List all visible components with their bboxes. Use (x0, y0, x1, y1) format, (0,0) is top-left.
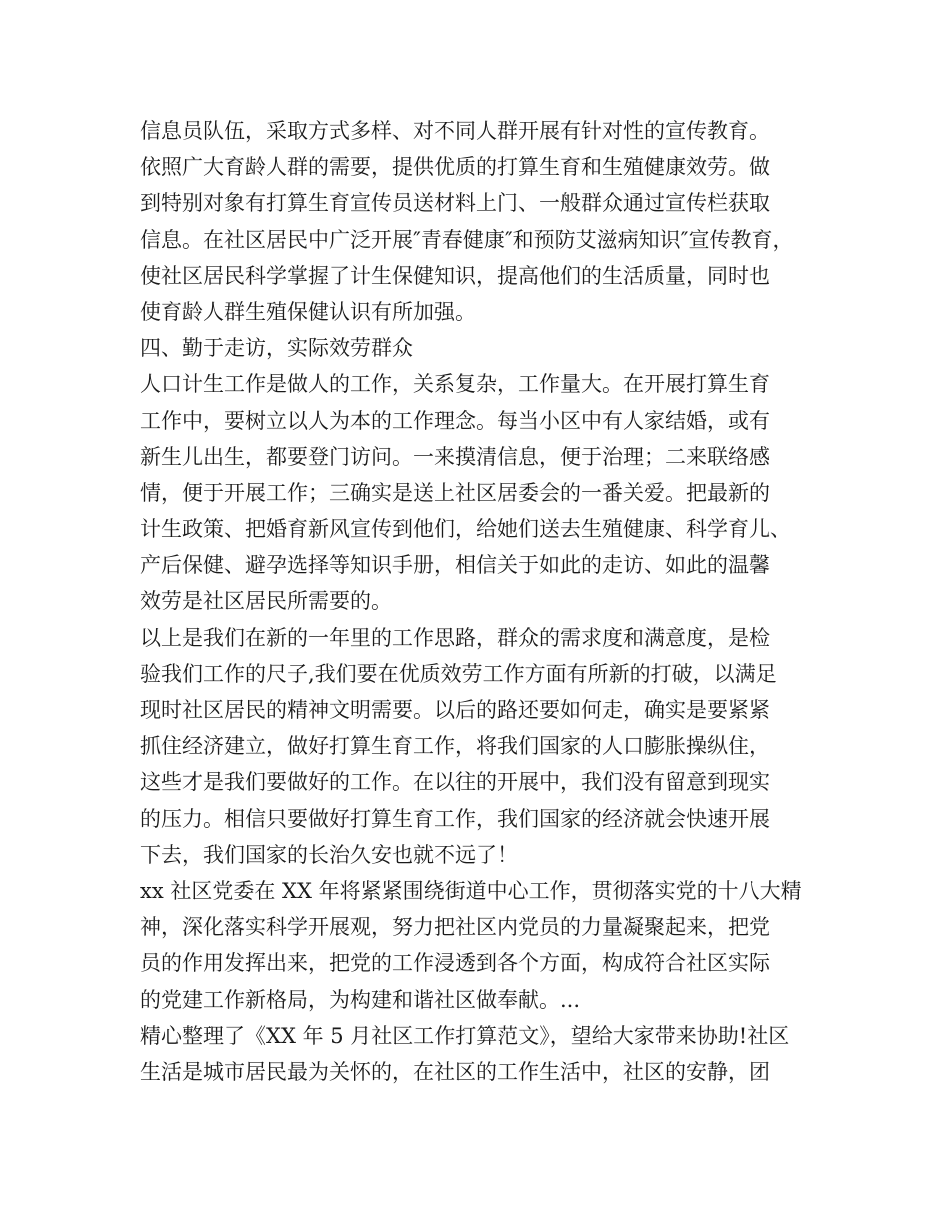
text-line: 到特别对象有打算生育宣传员送材料上门、一般群众通过宣传栏获取 (140, 191, 770, 216)
text-line: 以上是我们在新的一年里的工作思路，群众的需求度和满意度，是检 (140, 625, 770, 650)
text-line: 依照广大育龄人群的需要，提供优质的打算生育和生殖健康效劳。做 (140, 155, 770, 180)
text-line: 这些才是我们要做好的工作。在以往的开展中，我们没有留意到现实 (140, 770, 770, 795)
text-line: 信息员队伍，采取方式多样、对不同人群开展有针对性的宣传教育。 (140, 119, 770, 143)
text-line: 验我们工作的尺子,我们要在优质效劳工作方面有所新的打破，以满足 (140, 661, 777, 686)
section-heading: 四、勤于走访，实际效劳群众 (140, 336, 413, 361)
text-line: 新生儿出生，都要登门访问。一来摸清信息，便于治理；二来联络感 (140, 444, 770, 469)
text-line: 使育龄人群生殖保健认识有所加强。 (140, 299, 476, 324)
text-line: xx 社区党委在 XX 年将紧紧围绕街道中心工作，贯彻落实党的十八大精 (140, 878, 802, 903)
text-line: 神，深化落实科学开展观，努力把社区内党员的力量凝聚起来，把党 (140, 915, 770, 940)
text-line: 效劳是社区居民所需要的。 (140, 589, 392, 614)
text-line: 人口计生工作是做人的工作，关系复杂，工作量大。在开展打算生育 (140, 372, 770, 397)
text-line: 抓住经济建立，做好打算生育工作，将我们国家的人口膨胀操纵住， (140, 734, 770, 759)
text-line: 下去，我们国家的长治久安也就不远了！ (140, 842, 518, 867)
text-line: 的压力。相信只要做好打算生育工作，我们国家的经济就会快速开展 (140, 806, 770, 831)
document-text-body (140, 113, 830, 1090)
text-line: 现时社区居民的精神文明需要。以后的路还要如何走，确实是要紧紧 (140, 698, 770, 722)
text-line: 员的作用发挥出来，把党的工作浸透到各个方面，构成符合社区实际 (140, 951, 770, 976)
text-line: 的党建工作新格局，为构建和谐社区做奉献。... (140, 987, 581, 1012)
text-line: 精心整理了《XX 年 5 月社区工作打算范文》，望给大家带来协助!社区 (140, 1023, 790, 1048)
text-line: 生活是城市居民最为关怀的，在社区的工作生活中，社区的安静，团 (140, 1059, 770, 1084)
text-line: 情，便于开展工作；三确实是送上社区居委会的一番关爱。把最新的 (140, 480, 770, 505)
text-line: 信息。在社区居民中广泛开展″青春健康″和预防艾滋病知识″宣传教育， (140, 227, 794, 252)
text-line: 计生政策、把婚育新风宣传到他们，给她们送去生殖健康、科学育儿、 (140, 517, 791, 542)
text-line: 产后保健、避孕选择等知识手册，相信关于如此的走访、如此的温馨 (140, 553, 770, 578)
text-line: 工作中，要树立以人为本的工作理念。每当小区中有人家结婚，或有 (140, 408, 770, 433)
text-line: 使社区居民科学掌握了计生保健知识，提高他们的生活质量，同时也 (140, 263, 770, 288)
